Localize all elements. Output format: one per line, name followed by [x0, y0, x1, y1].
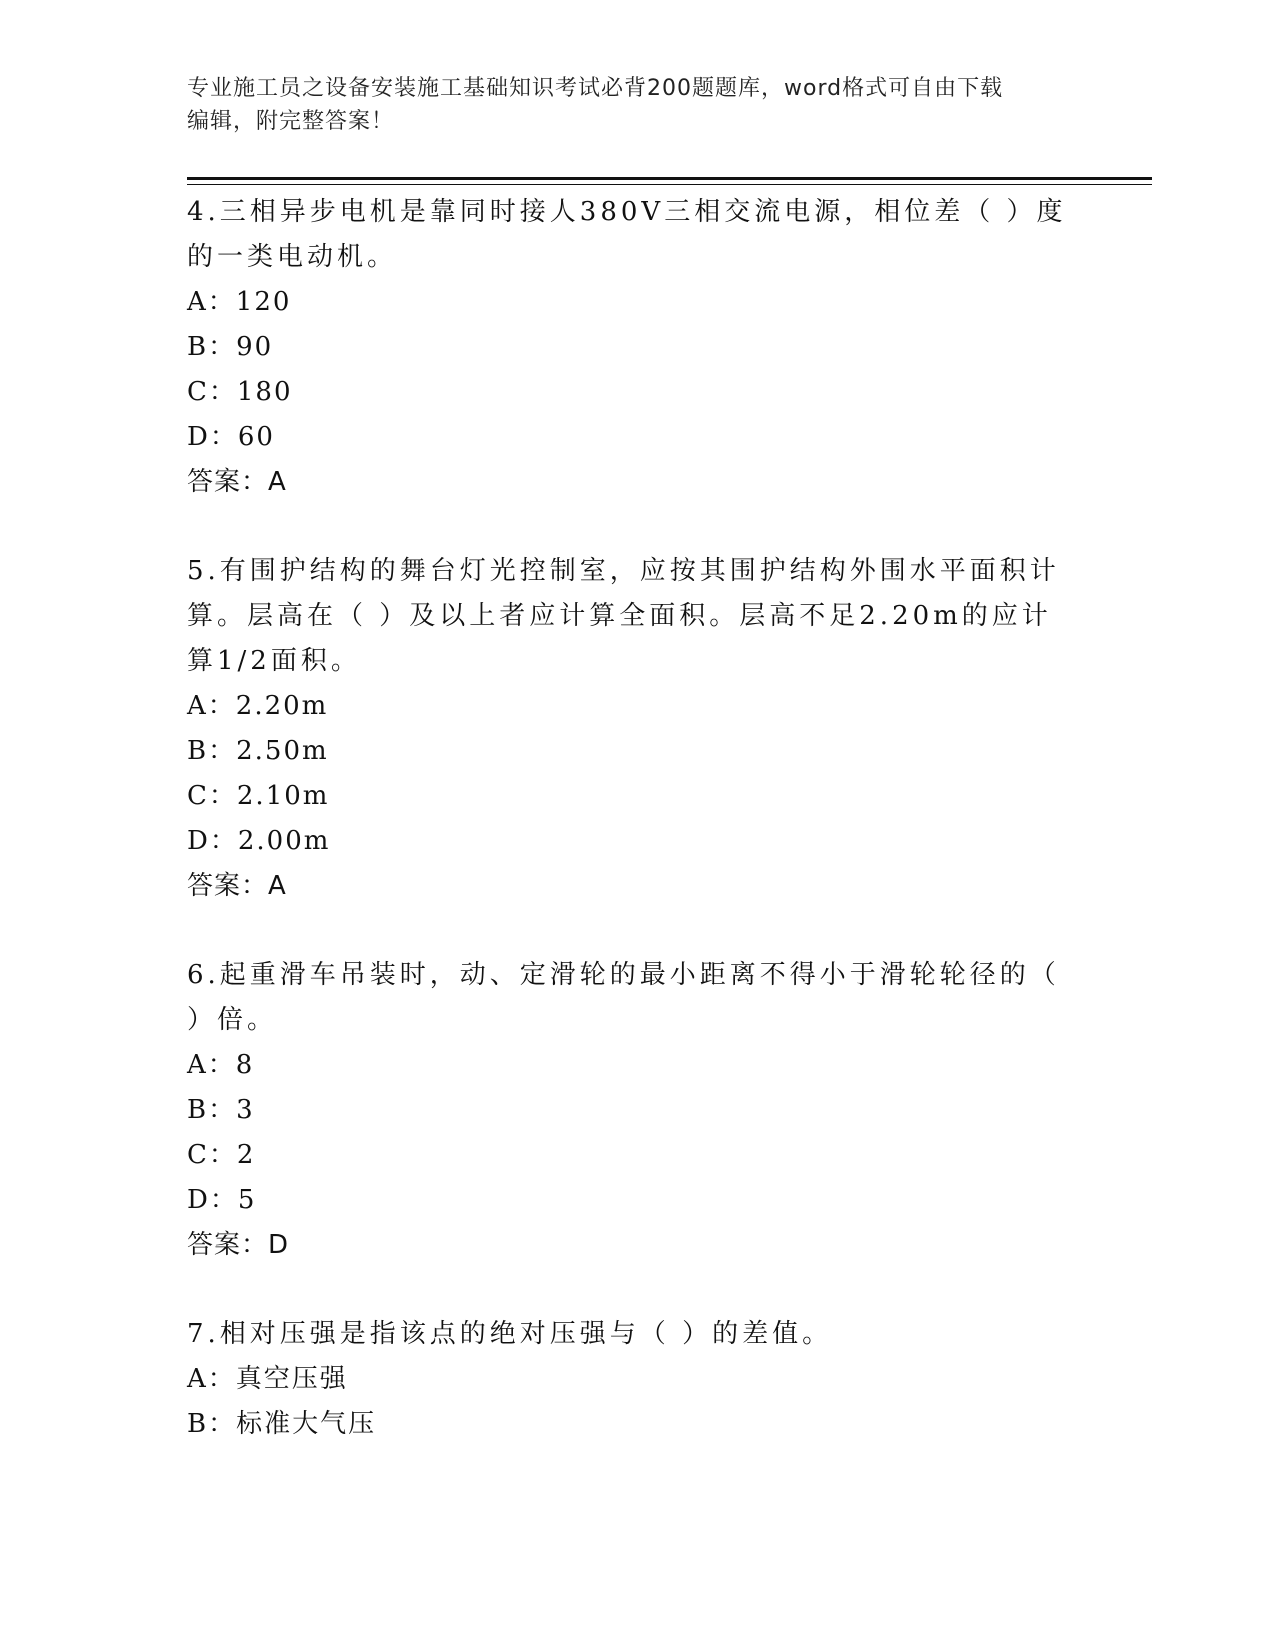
option-d: D：60 [187, 422, 275, 452]
option-c: C：2.10m [187, 781, 330, 811]
answer: 答案：A [187, 871, 287, 901]
question-4 [187, 190, 1067, 505]
header-divider-thick [187, 177, 1152, 180]
answer: 答案：A [187, 467, 287, 497]
option-a: A：2.20m [187, 691, 329, 721]
header-divider-thin [187, 184, 1152, 185]
document-header [187, 72, 1087, 138]
option-b: B：标准大气压 [187, 1409, 377, 1439]
option-d: D：5 [187, 1185, 257, 1215]
option-a: A：真空压强 [187, 1364, 348, 1394]
question-5 [187, 549, 1067, 909]
header-title-line-2: 编辑，附完整答案！ [187, 109, 395, 134]
question-7 [187, 1312, 1067, 1447]
option-b: B：3 [187, 1095, 255, 1125]
question-6 [187, 953, 1067, 1268]
option-c: C：180 [187, 377, 293, 407]
option-b: B：90 [187, 332, 274, 362]
answer: 答案：D [187, 1230, 290, 1260]
option-b: B：2.50m [187, 736, 329, 766]
header-title-line-1: 专业施工员之设备安装施工基础知识考试必背200题题库，word格式可自由下载 [187, 76, 1004, 101]
option-a: A：120 [187, 287, 292, 317]
option-c: C：2 [187, 1140, 256, 1170]
question-list [187, 190, 1067, 1491]
question-text: 7.相对压强是指该点的绝对压强与（ ）的差值。 [187, 1319, 833, 1349]
option-d: D：2.00m [187, 826, 331, 856]
question-text: 4.三相异步电机是靠同时接人380V三相交流电源，相位差（ ）度的一类电动机。 [187, 197, 1067, 272]
option-a: A：8 [187, 1050, 255, 1080]
question-text: 6.起重滑车吊装时，动、定滑轮的最小距离不得小于滑轮轮径的（ ）倍。 [187, 960, 1060, 1035]
question-text: 5.有围护结构的舞台灯光控制室，应按其围护结构外围水平面积计算。层高在（ ）及以上者应计算全面积。层高不足2.20m的应计算1/2面积。 [187, 556, 1060, 676]
